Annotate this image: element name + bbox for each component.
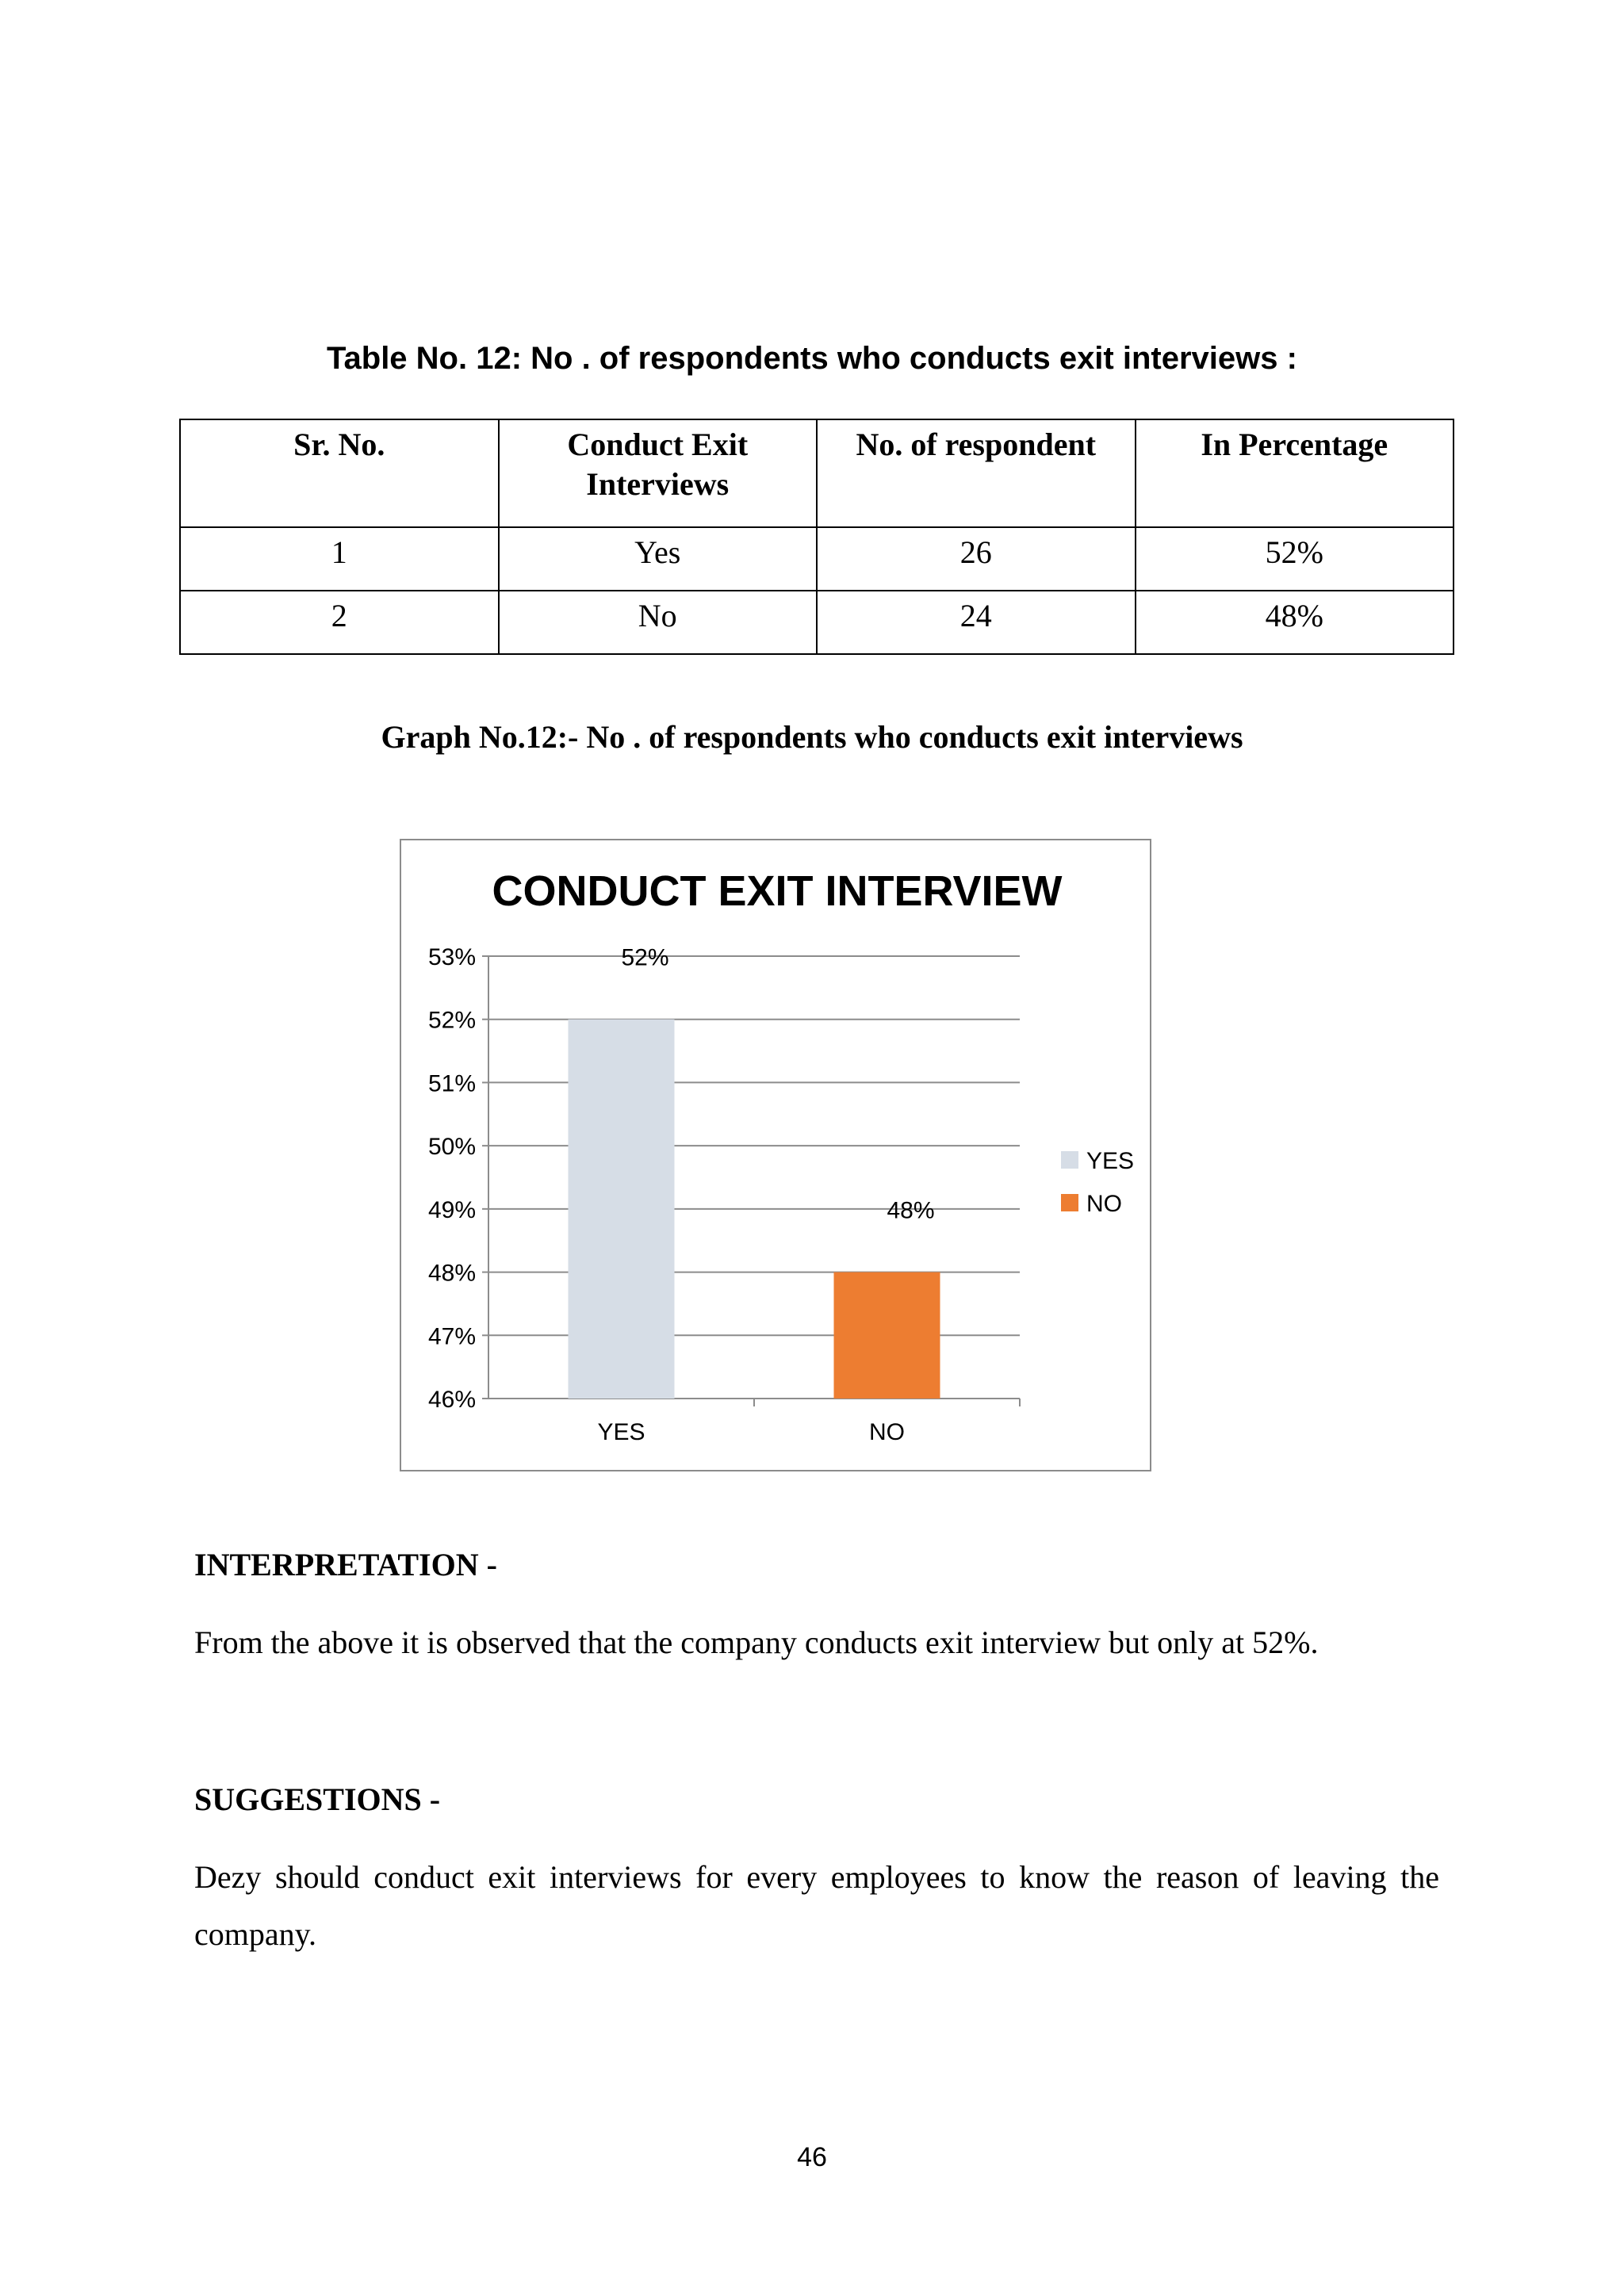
suggestions-text: Dezy should conduct exit interviews for every employees to know the reason of leaving the company.	[194, 1859, 1439, 1952]
y-tick-label: 48%	[427, 1260, 476, 1287]
data-label: 48%	[887, 1197, 935, 1224]
header-in-percentage: In Percentage	[1136, 419, 1454, 527]
y-tick-label: 49%	[427, 1196, 476, 1223]
table-title: Table No. 12: No . of respondents who conducts exit interviews :	[327, 341, 1297, 376]
y-tick-label: 47%	[427, 1323, 476, 1350]
header-sr-no: Sr. No.	[180, 419, 499, 527]
y-tick-label: 50%	[427, 1134, 476, 1161]
bar-no	[834, 1272, 940, 1399]
table-cell: 52%	[1136, 527, 1454, 591]
table-cell: 48%	[1136, 591, 1454, 654]
table-cell: Yes	[499, 527, 818, 591]
legend-swatch-yes	[1061, 1151, 1078, 1169]
table-cell: 24	[817, 591, 1136, 654]
respondents-table	[179, 419, 1454, 655]
legend-label: YES	[1086, 1148, 1135, 1174]
y-tick-label: 53%	[427, 944, 476, 970]
y-tick-label: 46%	[427, 1387, 476, 1413]
x-tick-label: NO	[869, 1419, 905, 1445]
page-number: 46	[797, 2142, 827, 2172]
interpretation-heading: INTERPRETATION -	[194, 1547, 497, 1582]
header-conduct-exit-interviews: Conduct Exit Interviews	[499, 419, 818, 527]
x-tick-label: YES	[597, 1419, 645, 1445]
table-row	[180, 527, 1454, 591]
bar-yes	[569, 1020, 675, 1399]
table-header-row	[180, 419, 1454, 527]
bar-chart	[400, 839, 1151, 1471]
chart-canvas	[401, 840, 1153, 1473]
graph-title: Graph No.12:- No . of respondents who conducts exit interviews	[381, 719, 1243, 755]
chart-title: CONDUCT EXIT INTERVIEW	[492, 867, 1063, 915]
table-cell: 1	[180, 527, 499, 591]
data-label: 52%	[621, 944, 669, 971]
table-cell: 2	[180, 591, 499, 654]
table-cell: 26	[817, 527, 1136, 591]
y-tick-label: 52%	[427, 1007, 476, 1034]
legend-label: NO	[1086, 1191, 1122, 1217]
table-cell: No	[499, 591, 818, 654]
legend-swatch-no	[1061, 1194, 1078, 1211]
suggestions-heading: SUGGESTIONS -	[194, 1781, 441, 1817]
y-tick-label: 51%	[427, 1070, 476, 1097]
interpretation-text: From the above it is observed that the company conducts exit interview but only at 52%.	[194, 1624, 1319, 1660]
table-row	[180, 591, 1454, 654]
header-no-of-respondent: No. of respondent	[817, 419, 1136, 527]
